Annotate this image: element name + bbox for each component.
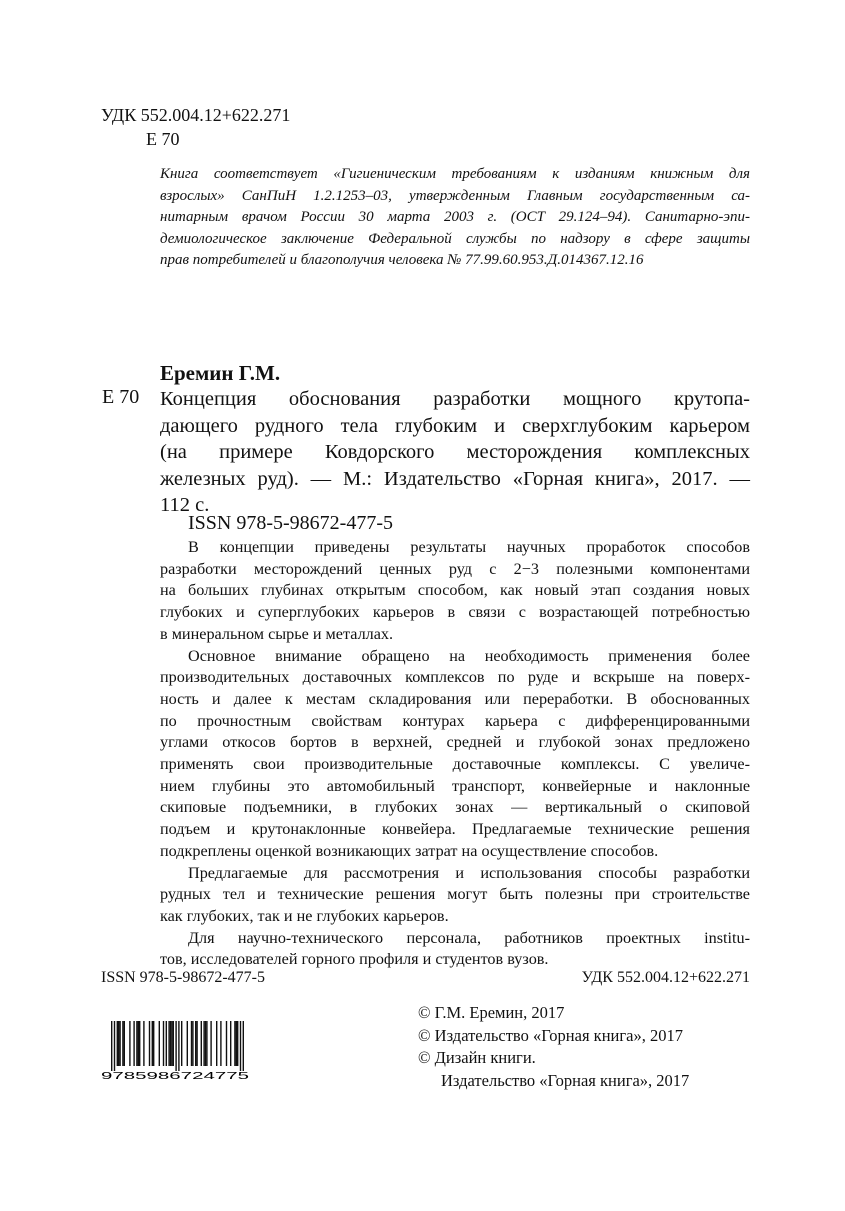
abstract-line: как глубоких, так и не глубоких карьеров.	[160, 906, 449, 925]
biblio-line: дающего рудного тела глубоким и сверхглубоким карьером	[160, 414, 750, 437]
abstract-line: ность и далее к местам складирования или переработки. В обоснованных	[160, 689, 750, 708]
barcode-bar	[122, 1021, 123, 1066]
abstract-line: разработки месторождений ценных руд с 2−3 полезными компонентами	[160, 559, 750, 578]
barcode-bar	[129, 1021, 130, 1066]
abstract-line: применять свои производительные доставочные комплексы. С увеличе-	[160, 755, 750, 774]
notice-line: нитарным врачом России 30 марта 2003 г. (ОСТ 29.124–94). Санитарно-эпи-	[160, 209, 750, 225]
udk-header	[101, 103, 290, 151]
barcode-bar	[166, 1021, 167, 1066]
barcode-bar	[210, 1021, 211, 1066]
barcode-bar	[196, 1021, 197, 1066]
catalog-code: Е 70	[146, 129, 180, 149]
barcode-bar	[240, 1021, 241, 1071]
barcode-bar	[206, 1021, 207, 1066]
notice-line: демиологическое заключение Федеральной службы по надзору в сфере защиты	[160, 230, 750, 247]
barcode-bar	[201, 1021, 202, 1066]
notice-line: прав потребителей и благополучия человека № 77.99.60.953.Д.014367.12.16	[160, 252, 644, 268]
barcode-bar	[175, 1021, 176, 1071]
barcode-bar	[168, 1021, 169, 1066]
side-catalog-code: Е 70	[102, 386, 140, 408]
barcode-bar	[119, 1021, 120, 1066]
barcode-bar	[117, 1021, 118, 1066]
copyright-block	[418, 1002, 689, 1092]
copyright-line: Издательство «Горная книга», 2017	[441, 1070, 690, 1090]
author-name: Еремин Г.М.	[160, 361, 281, 385]
abstract-line: рудных тел и технические решения могут быть полезны при строительстве	[160, 885, 750, 904]
barcode-bar	[243, 1021, 244, 1071]
copyright-line: © Дизайн книги.	[418, 1048, 536, 1067]
abstract-line: нием глубины это автомобильный транспорт, конвейерные и наклонные	[160, 776, 750, 795]
barcode-bar	[170, 1021, 171, 1066]
udk-code: УДК 552.004.12+622.271	[101, 105, 291, 125]
hygiene-notice	[160, 164, 750, 272]
notice-line: Книга соответствует «Гигиеническим требованиям к изданиям книжным для	[160, 166, 750, 182]
barcode-bar	[136, 1021, 137, 1066]
abstract-line: подъем и крутонаклонные конвейера. Предлагаемые технические решения	[160, 820, 750, 839]
barcode-bar	[124, 1021, 125, 1066]
biblio-line: 112 с.	[160, 494, 210, 516]
notice-line: взрослых» СанПиН 1.2.1253–03, утвержденным Главным государственным са-	[160, 187, 750, 204]
abstract-line: в минеральном сырье и металлах.	[160, 624, 394, 643]
abstract-line: на больших глубинах открытым способом, как новый этап создания новых	[160, 581, 750, 600]
barcode-bar	[149, 1021, 150, 1066]
barcode-bar	[139, 1021, 140, 1066]
barcode-bar	[118, 1021, 119, 1066]
abstract-line: Предлагаемые для рассмотрения и использования способы разработки	[188, 863, 750, 882]
barcode-bar	[191, 1021, 192, 1066]
barcode-bar	[236, 1021, 237, 1066]
abstract	[160, 537, 750, 971]
abstract-line: Основное внимание обращено на необходимость применения более	[188, 646, 750, 665]
barcode-bar	[195, 1021, 196, 1066]
copyright-line: © Г.М. Еремин, 2017	[418, 1003, 565, 1022]
barcode-bar	[114, 1021, 115, 1071]
barcode-bar	[181, 1021, 182, 1066]
isbn-line: ISSN 978-5-98672-477-5	[188, 512, 393, 534]
barcode-bar	[205, 1021, 206, 1066]
copyright-line: © Издательство «Горная книга», 2017	[418, 1025, 683, 1045]
biblio-line: Концепция обоснования разработки мощного крутопа-	[160, 388, 750, 410]
barcode-bar	[171, 1021, 172, 1066]
barcode-bar	[226, 1021, 227, 1066]
biblio-line: железных руд). — М.: Издательство «Горная книга», 2017. —	[160, 467, 750, 490]
barcode-bar	[152, 1021, 153, 1066]
barcode-bar	[216, 1021, 217, 1066]
barcode-bar	[143, 1021, 144, 1066]
barcode-digits: 9785986724775	[101, 1070, 250, 1081]
barcode-bar	[230, 1021, 231, 1066]
barcode-bar	[163, 1021, 164, 1066]
abstract-line: тов, исследователей горного профиля и студентов вузов.	[160, 950, 549, 969]
barcode-bar	[138, 1021, 139, 1066]
barcode-bar	[133, 1021, 134, 1066]
barcode-bar	[234, 1021, 235, 1066]
barcode-bar	[159, 1021, 160, 1066]
biblio-line: (на примере Ковдорского месторождения комплексных	[160, 441, 750, 463]
barcode-bars	[111, 1021, 244, 1071]
abstract-line: по прочностным свойствам контурах карьера с дифференцированными	[160, 711, 750, 730]
barcode-bar	[153, 1021, 154, 1066]
abstract-line: скиповые подъемники, в глубоких зонах — вертикальный о скиповой	[160, 798, 750, 817]
abstract-line: производительных доставочных комплексов по руде и вскрыше на поверх-	[160, 668, 750, 687]
bibliographic-description	[160, 386, 750, 519]
barcode-bar	[173, 1021, 174, 1066]
barcode-bar	[203, 1021, 204, 1066]
abstract-line: Для научно-технического персонала, работников проектных institu-	[188, 928, 750, 947]
barcode-bar	[178, 1021, 179, 1071]
abstract-line: подкреплены оценкой возникающих затрат на осуществление способов.	[160, 841, 659, 860]
barcode-bar	[187, 1021, 188, 1066]
footer-issn: ISSN 978-5-98672-477-5	[101, 969, 265, 986]
footer-udk: УДК 552.004.12+622.271	[581, 969, 750, 986]
barcode-bar	[192, 1021, 193, 1066]
barcode-bar	[220, 1021, 221, 1066]
barcode-bar	[237, 1021, 238, 1066]
abstract-line: В концепции приведены результаты научных проработок способов	[188, 538, 750, 556]
abstract-line: углами откосов бортов в верхней, средней и глубокой зонах предложено	[160, 733, 750, 752]
barcode-bar	[111, 1021, 112, 1071]
isbn-barcode	[101, 1021, 251, 1081]
abstract-line: глубоких и суперглубоких карьеров в связи с возрастающей потребностью	[160, 603, 750, 622]
